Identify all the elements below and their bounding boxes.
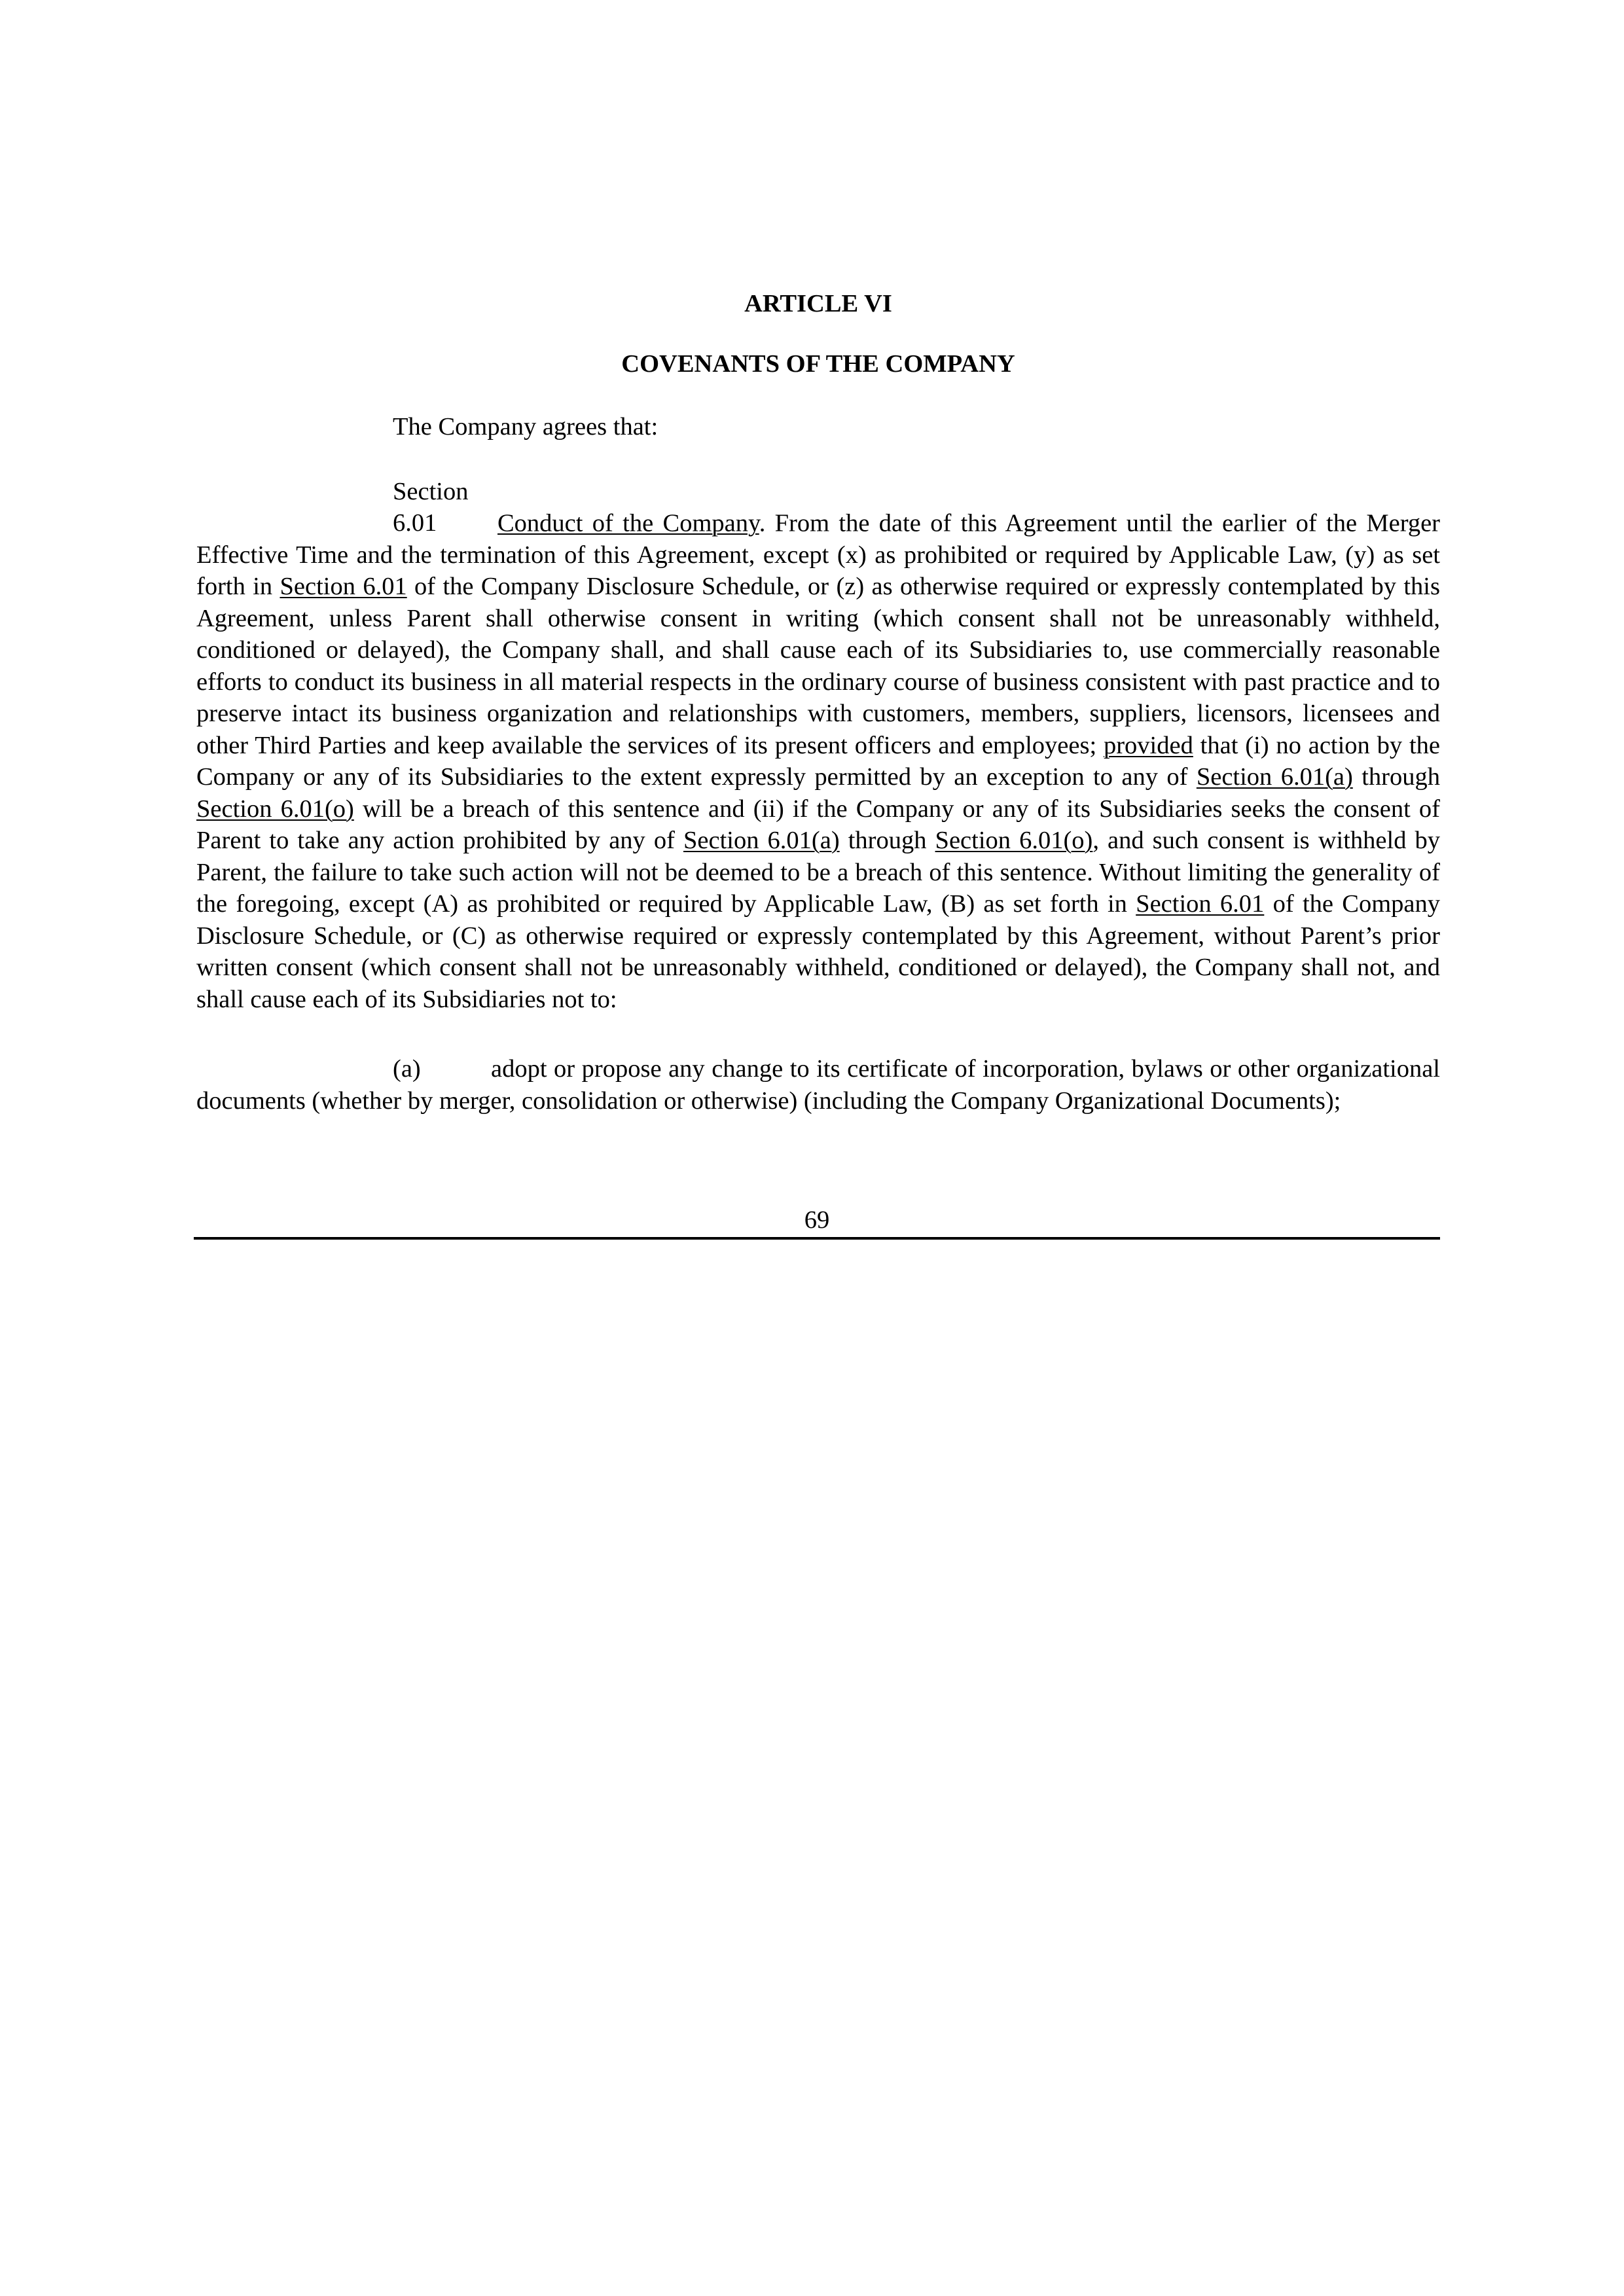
section-reference: Section 6.01(a) xyxy=(1196,763,1353,791)
footer-divider xyxy=(194,1237,1440,1240)
section-number: Section 6.01 xyxy=(393,477,469,537)
article-title: COVENANTS OF THE COMPANY xyxy=(621,350,1015,378)
section-reference: Section 6.01 xyxy=(1136,890,1265,918)
section-text-3: that (i) no action by the Company or any of its Subsidiaries to the extent expressly permitted by an exception to any of xyxy=(196,731,1440,791)
item-a-paragraph xyxy=(196,1053,1440,1117)
section-reference: Section 6.01(o) xyxy=(935,827,1093,854)
section-text-5: will be a breach of this sentence and (ii) if the Company or any of its Subsidiaries seeks the consent of Parent to take any action prohibited by any of xyxy=(196,795,1440,854)
provided-term: provided xyxy=(1103,731,1193,759)
section-text-8: of the Company Disclosure Schedule, or (C) as otherwise required or expressly contemplated by this Agreement, without Parent’s prior written consent (which consent shall not be unreasonably withheld, conditioned or delayed), the Company shall not, and shall cause each of its Subsidiaries not to: xyxy=(196,890,1440,1013)
intro-paragraph: The Company agrees that: xyxy=(393,413,659,440)
page-number: 69 xyxy=(804,1206,830,1234)
section-text-4: through xyxy=(1352,763,1440,791)
section-reference: Section 6.01(a) xyxy=(683,827,840,854)
item-label: (a) xyxy=(393,1055,421,1083)
page-footer xyxy=(194,1204,1440,1240)
section-text-6: through xyxy=(839,827,935,854)
section-text-1: . From the date of this Agreement until the earlier of the Merger Effective Time and the termination of this Agreement, except (x) as prohibited or required by Applicable Law, (y) as set forth in xyxy=(196,509,1440,600)
section-reference: Section 6.01(o) xyxy=(196,795,354,823)
section-6-01-paragraph xyxy=(196,476,1440,1016)
item-text: adopt or propose any change to its certificate of incorporation, bylaws or other organizational documents (whether by merger, consolidation or otherwise) (including the Company Organizational Documents); xyxy=(196,1055,1440,1115)
article-number: ARTICLE VI xyxy=(744,290,892,317)
section-reference: Section 6.01 xyxy=(280,573,407,600)
section-text-2: of the Company Disclosure Schedule, or (z) as otherwise required or expressly contemplated by this Agreement, unless Parent shall otherwise consent in writing (which consent shall not be unreasonably withheld, conditioned or delayed), the Company shall, and shall cause each of its Subsidiaries to, use commercially reasonable efforts to conduct its business in all material respects in the ordinary course of business consistent with past practice and to preserve intact its business organization and relationships with customers, members, suppliers, licensors, licensees and other Third Parties and keep available the services of its present officers and employees; xyxy=(196,573,1440,759)
section-heading: Conduct of the Company xyxy=(497,509,759,537)
document-page xyxy=(196,288,1440,1117)
section-text-7: , and such consent is withheld by Parent, the failure to take such action will not be deemed to be a breach of this sentence. Without limiting the generality of the foregoing, except (A) as prohibited or required by Applicable Law, (B) as set forth in xyxy=(196,827,1440,918)
